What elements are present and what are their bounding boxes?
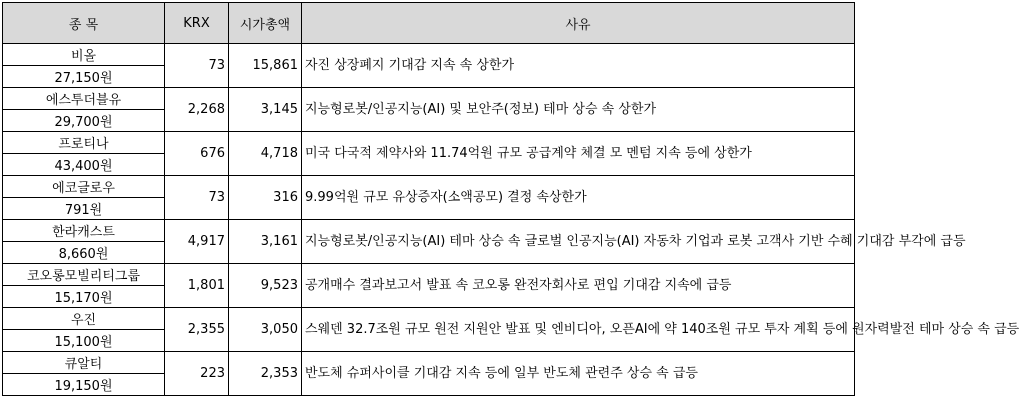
reason-text: 9.99억원 규모 유상증자(소액공모) 결정 속상한가 bbox=[302, 176, 855, 220]
table-row bbox=[3, 44, 855, 66]
header-stock: 종 목 bbox=[3, 3, 165, 44]
stock-name: 프로티나 bbox=[3, 132, 165, 154]
table-wrapper bbox=[2, 2, 1019, 396]
krx-value: 73 bbox=[165, 176, 229, 220]
reason-text: 공개매수 결과보고서 발표 속 코오롱 완전자회사로 편입 기대감 지속에 급등 bbox=[302, 264, 855, 308]
market-cap-value: 15,861 bbox=[229, 44, 302, 88]
stock-price: 8,660원 bbox=[3, 242, 165, 264]
market-cap-value: 3,145 bbox=[229, 88, 302, 132]
krx-value: 1,801 bbox=[165, 264, 229, 308]
stock-price: 15,100원 bbox=[3, 330, 165, 352]
reason-text: 미국 다국적 제약사와 11.74억원 규모 공급계약 체결 모 멘텀 지속 등에 상한가 bbox=[302, 132, 855, 176]
stock-name: 큐알티 bbox=[3, 352, 165, 374]
stock-price: 15,170원 bbox=[3, 286, 165, 308]
krx-value: 676 bbox=[165, 132, 229, 176]
stock-name: 에코글로우 bbox=[3, 176, 165, 198]
reason-text: 지능형로봇/인공지능(AI) 테마 상승 속 글로벌 인공지능(AI) 자동차 기업과 로봇 고객사 기반 수혜 기대감 부각에 급등 bbox=[302, 220, 855, 264]
table-row bbox=[3, 220, 855, 242]
krx-value: 2,268 bbox=[165, 88, 229, 132]
header-market-cap: 시가총액 bbox=[229, 3, 302, 44]
market-cap-value: 3,161 bbox=[229, 220, 302, 264]
krx-value: 4,917 bbox=[165, 220, 229, 264]
table-row bbox=[3, 88, 855, 110]
table-row bbox=[3, 352, 855, 374]
reason-text: 스웨덴 32.7조원 규모 원전 지원안 발표 및 엔비디아, 오픈AI에 약 140조원 규모 투자 계획 등에 원자력발전 테마 상승 속 급등 bbox=[302, 308, 855, 352]
table-row bbox=[3, 176, 855, 198]
stock-price: 27,150원 bbox=[3, 66, 165, 88]
stock-price: 791원 bbox=[3, 198, 165, 220]
krx-value: 2,355 bbox=[165, 308, 229, 352]
table-row bbox=[3, 308, 855, 330]
stock-name: 비올 bbox=[3, 44, 165, 66]
stock-price: 29,700원 bbox=[3, 110, 165, 132]
header-krx: KRX bbox=[165, 3, 229, 44]
stock-name: 우진 bbox=[3, 308, 165, 330]
stock-price: 43,400원 bbox=[3, 154, 165, 176]
reason-text: 반도체 슈퍼사이클 기대감 지속 등에 일부 반도체 관련주 상승 속 급등 bbox=[302, 352, 855, 396]
market-cap-value: 9,523 bbox=[229, 264, 302, 308]
stock-name: 에스투더블유 bbox=[3, 88, 165, 110]
header-reason: 사유 bbox=[302, 3, 855, 44]
table-row bbox=[3, 132, 855, 154]
market-cap-value: 2,353 bbox=[229, 352, 302, 396]
stock-name: 코오롱모빌리티그룹 bbox=[3, 264, 165, 286]
stock-price: 19,150원 bbox=[3, 374, 165, 396]
stock-table bbox=[2, 2, 1019, 396]
header-row bbox=[3, 3, 855, 44]
table-row bbox=[3, 264, 855, 286]
market-cap-value: 4,718 bbox=[229, 132, 302, 176]
reason-text: 자진 상장폐지 기대감 지속 속 상한가 bbox=[302, 44, 855, 88]
krx-value: 73 bbox=[165, 44, 229, 88]
krx-value: 223 bbox=[165, 352, 229, 396]
market-cap-value: 3,050 bbox=[229, 308, 302, 352]
market-cap-value: 316 bbox=[229, 176, 302, 220]
reason-text: 지능형로봇/인공지능(AI) 및 보안주(정보) 테마 상승 속 상한가 bbox=[302, 88, 855, 132]
stock-name: 한라캐스트 bbox=[3, 220, 165, 242]
